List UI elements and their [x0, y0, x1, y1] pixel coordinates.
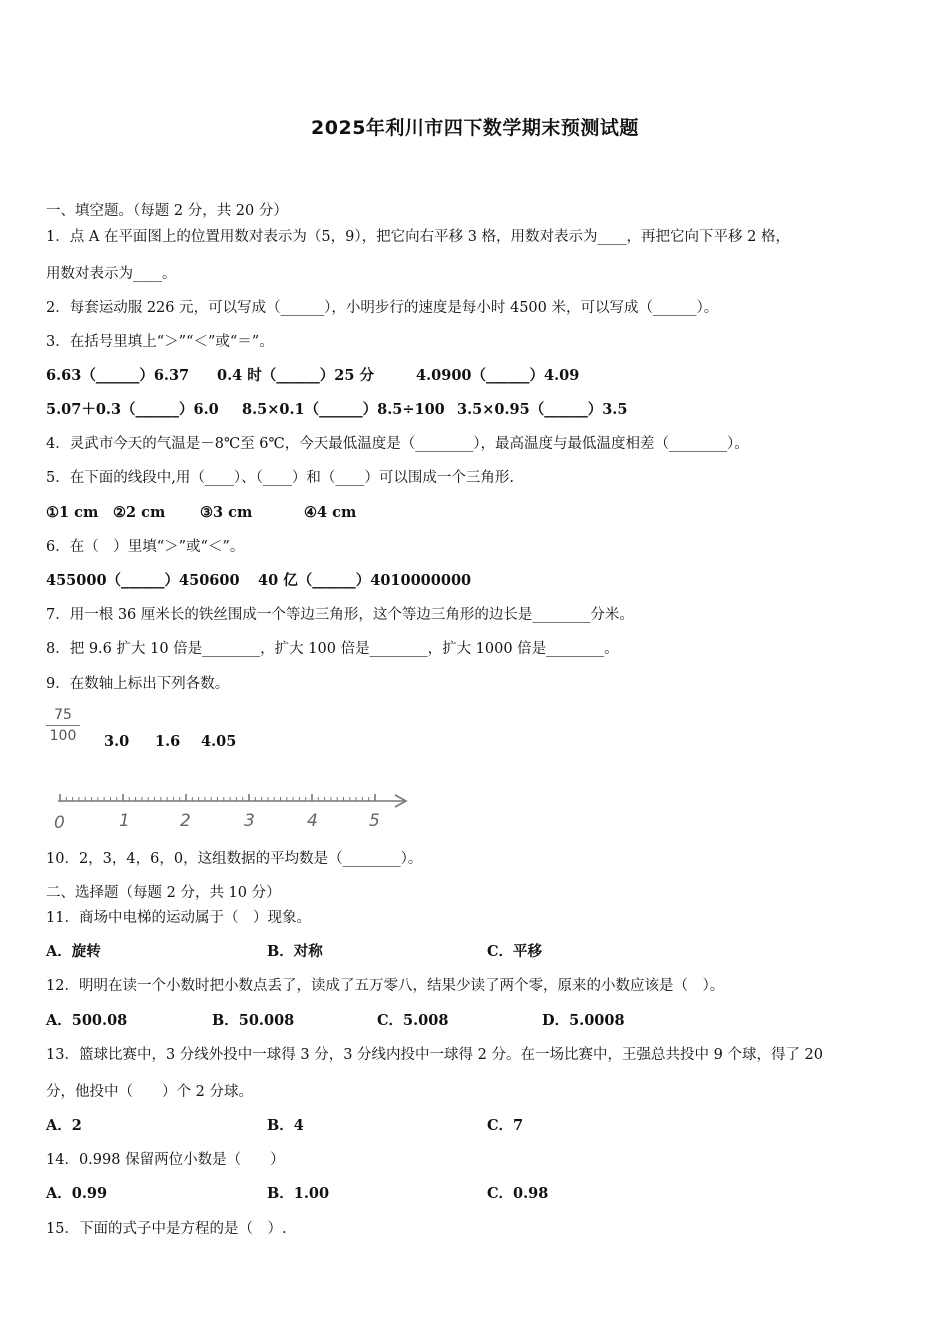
q12-option: C．5.008 — [377, 1012, 449, 1029]
q9-value: 1.6 — [155, 733, 181, 750]
fraction-bar — [46, 725, 80, 726]
question-6: 6．在（ ）里填“＞”或“＜”。 — [46, 539, 245, 555]
q5-option: ③3 cm — [200, 504, 253, 521]
q5-option: ④4 cm — [304, 504, 357, 521]
q13-option: C．7 — [487, 1117, 524, 1134]
q3-item: 4.0900（______）4.09 — [416, 367, 580, 384]
question-10: 10．2，3，4，6，0，这组数据的平均数是（________）。 — [46, 851, 423, 867]
axis-label-0: 0 — [54, 813, 65, 833]
q12-option: D．5.0008 — [542, 1012, 625, 1029]
q3-item: 3.5×0.95（______）3.5 — [457, 401, 628, 418]
axis-label-2: 2 — [180, 811, 191, 831]
number-line-ticks — [60, 794, 375, 801]
q11-option: A．旋转 — [46, 943, 101, 960]
q12-option: A．500.08 — [46, 1012, 128, 1029]
number-line — [52, 786, 422, 834]
question-5: 5．在下面的线段中,用（____）、（____）和（____）可以围成一个三角形. — [46, 470, 514, 486]
q9-value: 3.0 — [104, 733, 130, 750]
page-title: 2025年利川市四下数学期末预测试题 — [311, 117, 639, 139]
q3-item: 8.5×0.1（______）8.5÷100 — [242, 401, 445, 418]
q13-option: A．2 — [46, 1117, 82, 1134]
question-2: 2．每套运动服 226 元，可以写成（______），小明步行的速度是每小时 4500 米，可以写成（______）。 — [46, 300, 719, 316]
axis-label-5: 5 — [369, 811, 380, 831]
section1-heading: 一、填空题。（每题 2 分，共 20 分） — [46, 203, 288, 219]
question-4: 4．灵武市今天的气温是－8℃至 6℃，今天最低温度是（________），最高温度与最低温度相差（________）。 — [46, 436, 749, 452]
question-1-line-1: 1．点 A 在平面图上的位置用数对表示为（5，9），把它向右平移 3 格，用数对表示为____，再把它向下平移 2 格， — [46, 229, 790, 245]
fraction-75-100 — [46, 706, 80, 745]
question-7: 7．用一根 36 厘米长的铁丝围成一个等边三角形，这个等边三角形的边长是________分米。 — [46, 607, 634, 623]
q5-option: ①1 cm — [46, 504, 99, 521]
q6-item: 455000（______）450600 — [46, 572, 240, 589]
q14-option: A．0.99 — [46, 1185, 108, 1202]
question-12: 12．明明在读一个小数时把小数点丢了，读成了五万零八，结果少读了两个零，原来的小数应该是（ ）。 — [46, 978, 725, 994]
q5-option: ②2 cm — [113, 504, 166, 521]
question-3: 3．在括号里填上“＞”“＜”或“＝”。 — [46, 334, 274, 350]
fraction-denominator: 100 — [49, 728, 77, 744]
axis-label-1: 1 — [119, 811, 130, 831]
fraction-numerator: 75 — [54, 707, 72, 723]
q12-option: B．50.008 — [212, 1012, 295, 1029]
question-13-line-1: 13．篮球比赛中，3 分线外投中一球得 3 分，3 分线内投中一球得 2 分。在一场比赛中，王强总共投中 9 个球，得了 20 — [46, 1047, 824, 1063]
question-13-line-2: 分，他投中（ ）个 2 分球。 — [46, 1084, 253, 1100]
question-15: 15．下面的式子中是方程的是（ ）. — [46, 1221, 287, 1237]
q11-option: C．平移 — [487, 943, 543, 960]
question-9: 9．在数轴上标出下列各数。 — [46, 676, 230, 692]
q13-option: B．4 — [267, 1117, 304, 1134]
q14-option: C．0.98 — [487, 1185, 549, 1202]
question-14: 14．0.998 保留两位小数是（ ） — [46, 1152, 285, 1168]
section2-heading: 二、选择题（每题 2 分，共 10 分） — [46, 885, 281, 901]
axis-label-4: 4 — [307, 811, 318, 831]
question-11: 11．商场中电梯的运动属于（ ）现象。 — [46, 910, 311, 926]
q11-option: B．对称 — [267, 943, 323, 960]
q6-item: 40 亿（______）4010000000 — [258, 572, 472, 589]
axis-label-3: 3 — [244, 811, 255, 831]
q3-item: 0.4 时（______）25 分 — [217, 367, 375, 384]
q14-option: B．1.00 — [267, 1185, 330, 1202]
q9-value: 4.05 — [201, 733, 237, 750]
q3-item: 5.07＋0.3（______）6.0 — [46, 401, 219, 418]
question-8: 8．把 9.6 扩大 10 倍是________，扩大 100 倍是________，扩大 1000 倍是________。 — [46, 641, 619, 657]
q3-item: 6.63（______）6.37 — [46, 367, 190, 384]
question-1-line-2: 用数对表示为____。 — [46, 266, 177, 282]
